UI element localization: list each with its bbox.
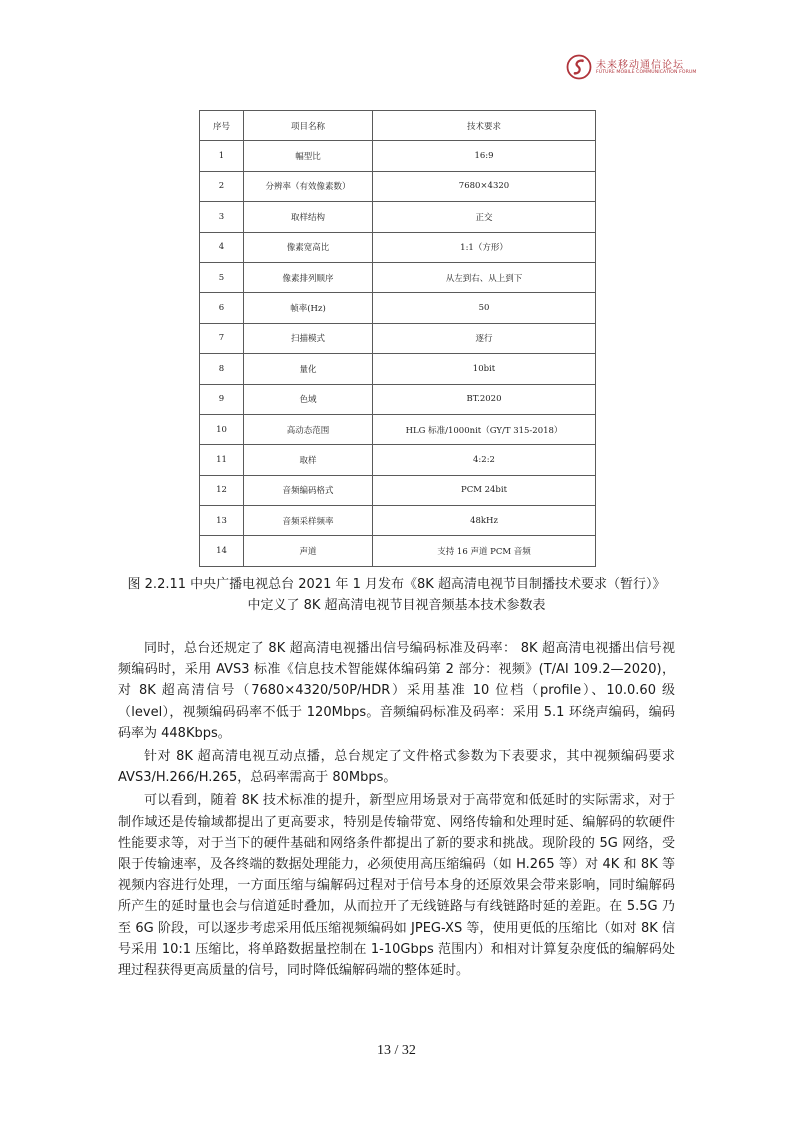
table-cell-index: 6: [200, 293, 244, 323]
table-cell-item: 声道: [244, 536, 373, 566]
table-cell-index: 9: [200, 384, 244, 414]
table-cell-index: 7: [200, 323, 244, 353]
table-cell-requirement: BT.2020: [373, 384, 596, 414]
table-cell-index: 4: [200, 232, 244, 262]
table-cell-item: 取样结构: [244, 202, 373, 232]
table-cell-requirement: 从左到右、从上到下: [373, 262, 596, 292]
table-cell-item: 高动态范围: [244, 414, 373, 444]
table-cell-item: 像素排列顺序: [244, 262, 373, 292]
figure-caption: [110, 574, 683, 616]
table-cell-index: 11: [200, 445, 244, 475]
table-cell-item: 取样: [244, 445, 373, 475]
table-row: [200, 202, 596, 232]
paragraph: 可以看到，随着 8K 技术标准的提升，新型应用场景对于高带宽和低延时的实际需求，对于制作域还是传输域都提出了更高要求，特别是传输带宽、网络传输和处理时延、编解码的软硬件性能要求等，对于当下的硬件基础和网络条件都提出了新的要求和挑战。现阶段的 5G 网络，受限于传输速率，及各终端的数据处理能力，必须使用高压缩编码（如 H.265 等）对 4K 和 8K 等视频内容进行处理，一方面压缩与编解码过程对于信号本身的还原效果会带来影响，同时编解码所产生的延时量也会与信道延时叠加，从而拉开了无线链路与有线链路时延的差距。在 5.5G 乃至 6G 阶段，可以逐步考虑采用低压缩视频编码如 JPEG-XS 等，使用更低的压缩比（如对 8K 信号采用 10:1 压缩比，将单路数据量控制在 1-10Gbps 范围内）和相对计算复杂度低的编解码处理过程获得更高质量的信号，同时降低编解码端的整体延时。: [118, 793, 675, 979]
table-row: [200, 506, 596, 536]
logo-chinese-name: 未来移动通信论坛: [596, 60, 684, 71]
table-cell-index: 1: [200, 141, 244, 171]
header-cell-index: 序号: [200, 111, 244, 141]
table-cell-requirement: 支持 16 声道 PCM 音频: [373, 536, 596, 566]
table-row: [200, 293, 596, 323]
logo-english-name: FUTURE MOBILE COMMUNICATION FORUM: [596, 70, 697, 75]
table-cell-index: 3: [200, 202, 244, 232]
table-cell-requirement: 1:1（方形）: [373, 232, 596, 262]
table-cell-requirement: 逐行: [373, 323, 596, 353]
table-cell-requirement: HLG 标准/1000nit（GY/T 315-2018）: [373, 414, 596, 444]
header-cell-item: 项目名称: [244, 111, 373, 141]
table-row: [200, 384, 596, 414]
table-row: [200, 354, 596, 384]
table-cell-requirement: 正交: [373, 202, 596, 232]
table-row: [200, 171, 596, 201]
table-cell-item: 像素宽高比: [244, 232, 373, 262]
table-row: [200, 445, 596, 475]
forum-logo-icon: [566, 54, 592, 80]
table-cell-requirement: 50: [373, 293, 596, 323]
table-cell-item: 量化: [244, 354, 373, 384]
table-cell-requirement: 4:2:2: [373, 445, 596, 475]
table-row: [200, 475, 596, 505]
table-row: [200, 141, 596, 171]
table-cell-index: 13: [200, 506, 244, 536]
table-cell-requirement: PCM 24bit: [373, 475, 596, 505]
table-cell-item: 帧率(Hz): [244, 293, 373, 323]
body-text: [118, 638, 675, 983]
caption-line-1: 图 2.2.11 中央广播电视总台 2021 年 1 月发布《8K 超高清电视节目制播技术要求（暂行）》: [127, 577, 666, 592]
table-cell-requirement: 48kHz: [373, 506, 596, 536]
tech-spec-table: [199, 110, 596, 567]
table-cell-index: 14: [200, 536, 244, 566]
table-cell-requirement: 7680×4320: [373, 171, 596, 201]
table-cell-index: 10: [200, 414, 244, 444]
table-cell-item: 音频编码格式: [244, 475, 373, 505]
page-number: 13 / 32: [377, 1043, 416, 1058]
table-cell-requirement: 16:9: [373, 141, 596, 171]
table-cell-index: 12: [200, 475, 244, 505]
header-cell-requirement: 技术要求: [373, 111, 596, 141]
table-cell-item: 扫描模式: [244, 323, 373, 353]
forum-logo: [566, 54, 706, 82]
paragraph: 同时，总台还规定了 8K 超高清电视播出信号编码标准及码率： 8K 超高清电视播出信号视频编码时，采用 AVS3 标准《信息技术智能媒体编码第 2 部分：视频》(T/AI 109.2—2020)，对 8K 超高清信号（7680×4320/50P/HDR）采用基准 10 位档（profile）、10.0.60 级（level），视频编码码率不低于 120Mbps。音频编码标准及码率：采用 5.1 环绕声编码，编码码率为 448Kbps。: [118, 641, 675, 741]
paragraph: 针对 8K 超高清电视互动点播，总台规定了文件格式参数为下表要求，其中视频编码要求 AVS3/H.266/H.265，总码率需高于 80Mbps。: [118, 749, 675, 786]
table-row: [200, 232, 596, 262]
table-cell-requirement: 10bit: [373, 354, 596, 384]
table-cell-item: 幅型比: [244, 141, 373, 171]
table-row: [200, 262, 596, 292]
table-cell-item: 音频采样频率: [244, 506, 373, 536]
caption-line-2: 中定义了 8K 超高清电视节目视音频基本技术参数表: [247, 598, 546, 613]
table-cell-index: 2: [200, 171, 244, 201]
table-row: [200, 414, 596, 444]
table-cell-item: 分辨率（有效像素数）: [244, 171, 373, 201]
table-cell-index: 5: [200, 262, 244, 292]
table-row: [200, 536, 596, 566]
table-cell-item: 色域: [244, 384, 373, 414]
table-row: [200, 323, 596, 353]
table-cell-index: 8: [200, 354, 244, 384]
table-header-row: [200, 111, 596, 141]
